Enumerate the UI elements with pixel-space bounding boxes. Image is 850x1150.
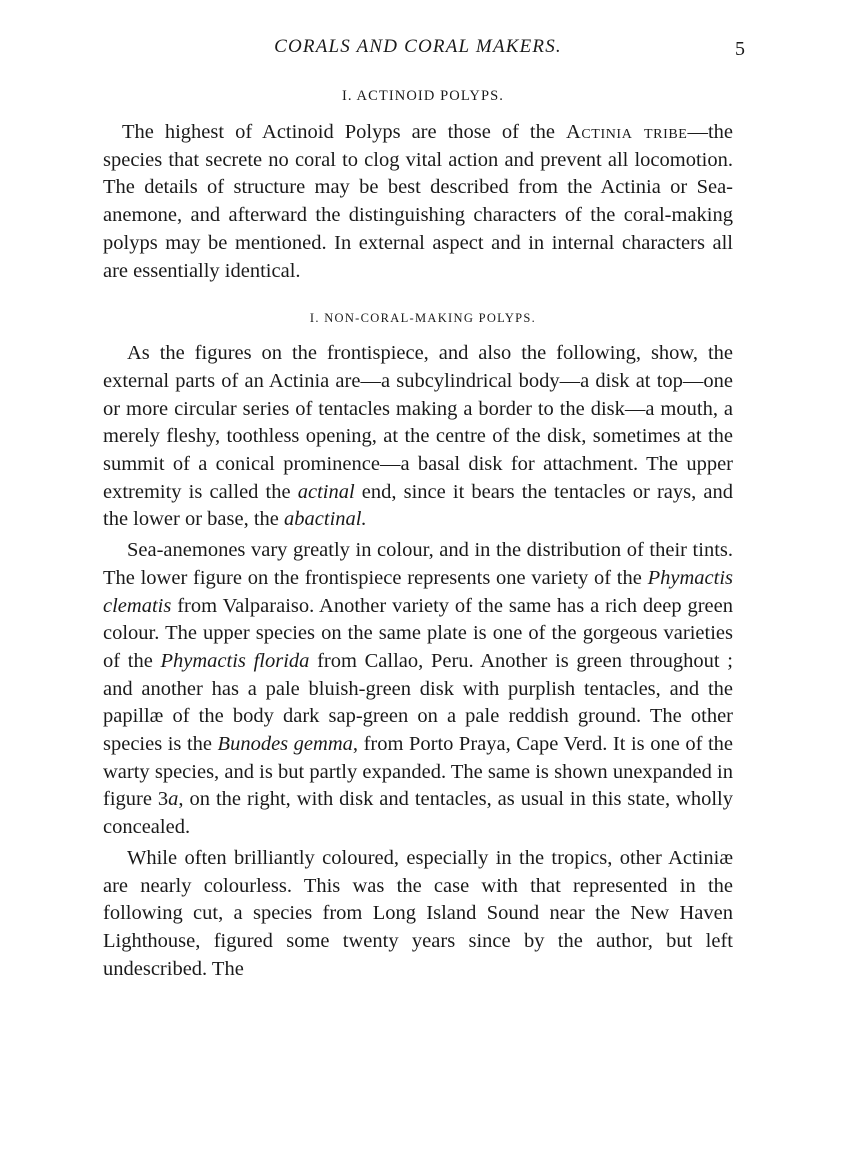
running-head-title: CORALS AND CORAL MAKERS. xyxy=(274,36,562,57)
p2-italic-phymactis-florida: Phymactis florida xyxy=(160,649,310,672)
actinia-tribe-smallcaps: Actinia tribe xyxy=(565,121,688,143)
page-number: 5 xyxy=(735,38,745,60)
paragraph-colours xyxy=(103,537,733,842)
p1-text-1: As the figures on the frontispiece, and also the following, show, the external parts of an Actinia are—a subcylindrical body—a disk at top—one or more circular series of tentacles making a border to the disk—a mouth, a merely fleshy, toothless opening, at the centre of the disk, sometimes at the summit of a conical prominence—a basal disk for attachment. The upper extremity is called the xyxy=(103,342,733,503)
running-head xyxy=(103,36,745,64)
p2-italic-phymactis-clematis: Phymactis clematis xyxy=(103,566,733,617)
p2-text-2: from Valparaiso. Another variety of the same has a rich deep green colour. The upper species on the same plate is one of the gorgeous varieties of the xyxy=(103,594,733,672)
p2-text-4: , from Porto Praya, Cape Verd. It is one of the warty species, and is but partly expanded. The same is shown unexpanded in figure 3 xyxy=(103,733,734,811)
p1-text-2: end, since it bears the tentacles or rays, and the lower or base, the xyxy=(103,480,733,531)
p2-italic-figure-a: a xyxy=(168,788,179,811)
p1-italic-actinal: actinal xyxy=(297,480,355,503)
intro-text-2: —the species that secrete no coral to clog vital action and prevent all locomotion. The details of structure may be best described from the Actinia or Sea-anemone, and afterward the distinguishing characters of the coral-making polyps may be mentioned. In external aspect and in internal characters all are essentially identical. xyxy=(103,121,733,282)
book-page xyxy=(103,36,745,983)
paragraph-external-parts xyxy=(103,340,733,534)
p2-text-3: from Callao, Peru. Another is green throughout ; and another has a pale bluish-green disk with purplish tentacles, and the papillæ of the body dark sap-green on a pale reddish ground. The other species is the xyxy=(103,649,733,756)
p2-italic-bunodes-gemma: Bunodes gemma xyxy=(217,733,353,756)
subsection-heading: I. NON-CORAL-MAKING POLYPS. xyxy=(309,311,537,326)
p2-text-5: , on the right, with disk and tentacles, as usual in this state, wholly concealed. xyxy=(103,788,734,839)
intro-text-1: The highest of Actinoid Polyps are those of the xyxy=(122,121,566,143)
intro-paragraph xyxy=(103,119,733,285)
section-heading: I. ACTINOID POLYPS. xyxy=(341,88,505,104)
p3-text-1: While often brilliantly coloured, especially in the tropics, other Actiniæ are nearly colourless. This was the case with that represented in the following cut, a species from Long Island Sound near the New Haven Lighthouse, figured some twenty years since by the author, but left undescribed. The xyxy=(103,846,733,980)
p2-text-1: Sea-anemones vary greatly in colour, and in the distribution of their tints. The lower figure on the frontispiece represents one variety of the xyxy=(103,539,733,589)
paragraph-colourless xyxy=(103,845,733,984)
p1-italic-abactinal: abactinal. xyxy=(284,508,367,531)
